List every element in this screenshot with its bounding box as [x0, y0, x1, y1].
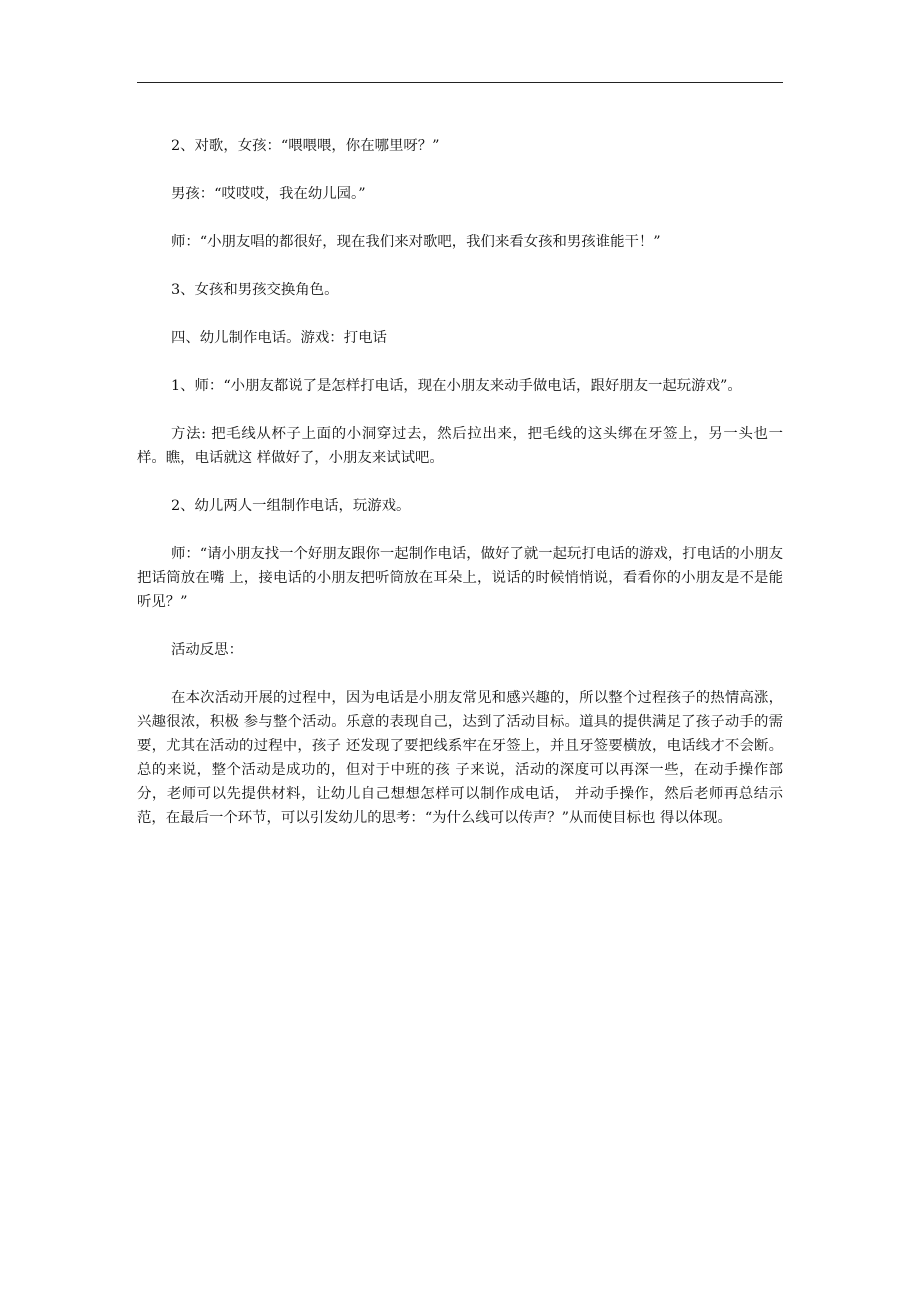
section-heading-make-phone: 四、幼儿制作电话。游戏：打电话 [171, 330, 387, 346]
paragraph-teacher-make-phone: 1、师：“小朋友都说了是怎样打电话，现在小朋友来动手做电话，跟好朋友一起玩游戏”。 [171, 378, 742, 394]
paragraph-reflection: 在本次活动开展的过程中，因为电话是小朋友常见和感兴趣的，所以整个过程孩子的热情高涨，兴趣很浓，积极 参与整个活动。乐意的表现自己，达到了活动目标。道具的提供满足了孩子动手的需要，尤其在活动的过程中，孩子 还发现了要把线系牢在牙签上，并且牙签要横放，电话线才不会断。总的来说，整个活动是成功的，但对于中班的孩 子来说，活动的深度可以再深一些，在动手操作部分，老师可以先提供材料，让幼儿自己想想怎样可以制作成电话， 并动手操作，然后老师再总结示范，在最后一个环节，可以引发幼儿的思考：“为什么线可以传声？”从而使目标也 得以体现。 [137, 690, 783, 826]
document-body [137, 134, 783, 854]
paragraph-swap-roles: 3、女孩和男孩交换角色。 [171, 282, 339, 298]
section-heading-reflection: 活动反思： [171, 642, 243, 658]
header-rule [137, 82, 783, 83]
paragraph-pair-game: 2、幼儿两人一组制作电话，玩游戏。 [171, 498, 411, 514]
paragraph-method: 方法: 把毛线从杯子上面的小洞穿过去，然后拉出来，把毛线的这头绑在牙签上，另一头也一样。瞧，电话就这 样做好了，小朋友来试试吧。 [137, 426, 783, 466]
paragraph-teacher-duige: 师：“小朋友唱的都很好，现在我们来对歌吧，我们来看女孩和男孩谁能干！” [171, 234, 661, 250]
paragraph-boy-reply: 男孩：“哎哎哎，我在幼儿园。” [171, 186, 366, 202]
paragraph-teacher-game: 师：“请小朋友找一个好朋友跟你一起制作电话，做好了就一起玩打电话的游戏，打电话的小朋友把话筒放在嘴 上，接电话的小朋友把听筒放在耳朵上，说话的时候悄悄说，看看你的小朋友是不是能听见？” [137, 546, 783, 610]
paragraph-duige: 2、对歌，女孩：“喂喂喂，你在哪里呀？” [171, 138, 440, 154]
